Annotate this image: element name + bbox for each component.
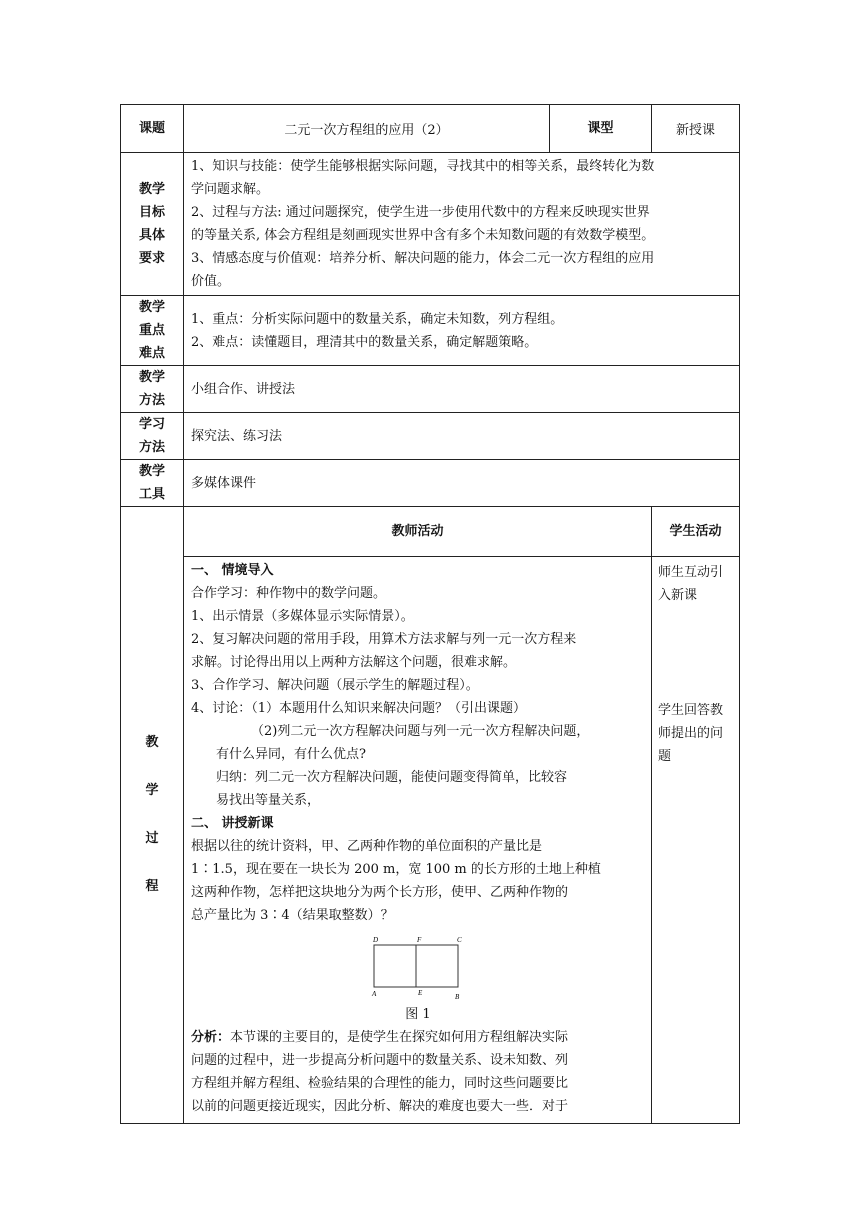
- intro-line: 2、复习解决问题的常用手段，用算术方法求解与列一元一次方程来: [191, 632, 577, 647]
- intro-line: 4、讨论：（1）本题用什么知识来解决问题？（引出课题）: [191, 701, 527, 716]
- keypoints-line: 1、重点：分析实际问题中的数量关系，确定未知数，列方程组。: [191, 311, 564, 327]
- label-E: E: [418, 989, 423, 997]
- student-activity-header: 学生活动: [652, 507, 740, 557]
- summary-line: 归纳：列二元一次方程解决问题，能使问题变得简单，比较容: [216, 770, 568, 785]
- method-label-line: 教学: [138, 370, 165, 385]
- study-value: 探究法、练习法: [184, 413, 740, 460]
- intro-line: 3、合作学习、解决问题（展示学生的解题过程）。: [191, 678, 479, 693]
- label-F: F: [417, 936, 422, 944]
- goals-line: 的等量关系, 体会方程组是刻画现实世界中含有多个未知数问题的有效数学模型。: [191, 228, 655, 243]
- title-label: 课题: [121, 105, 184, 153]
- keypoints-row: [121, 296, 740, 366]
- student-note-line: 题: [658, 749, 672, 764]
- study-label-line: 学习: [138, 417, 165, 432]
- keypoints-label-line: 教学: [138, 300, 165, 315]
- title-row: [121, 105, 740, 153]
- lesson-plan-table: [120, 104, 740, 1124]
- goals-line: 3、情感态度与价值观：培养分析、解决问题的能力，体会二元一次方程组的应用: [191, 251, 655, 266]
- analysis-label: 分析：: [191, 1030, 231, 1045]
- keypoints-label: [121, 296, 184, 366]
- student-note-line: 学生回答教: [658, 703, 724, 718]
- process-label-char: 教: [145, 735, 159, 750]
- teacher-activity-header: 教师活动: [184, 507, 652, 557]
- problem-line: 1∶1.5，现在要在一块长为 200 m，宽 100 m 的长方形的土地上种植: [191, 862, 601, 877]
- label-C: C: [457, 936, 462, 944]
- process-label-char: 程: [145, 879, 159, 894]
- goals-line: 2、过程与方法: 通过问题探究，使学生进一步使用代数中的方程来反映现实世界: [191, 205, 650, 220]
- analysis-line: 问题的过程中，进一步提高分析问题中的数量关系、设未知数、列: [191, 1053, 569, 1068]
- student-note-line: 师提出的问: [658, 726, 724, 741]
- problem-line: 根据以往的统计资料，甲、乙两种作物的单位面积的产量比是: [191, 839, 543, 854]
- keypoints-content: [184, 296, 740, 366]
- rectangle-figure: [363, 933, 473, 1003]
- tools-label-line: 教学: [138, 464, 165, 479]
- student-note-line: 师生互动引: [658, 565, 724, 580]
- label-A: A: [372, 990, 377, 998]
- study-label: [121, 413, 184, 460]
- goals-content: [184, 153, 740, 296]
- keypoints-label-line: 难点: [138, 346, 165, 361]
- goals-label-line: 要求: [138, 251, 165, 266]
- problem-line: 这两种作物，怎样把这块地分为两个长方形，使甲、乙两种作物的: [191, 885, 569, 900]
- student-activity: [652, 557, 740, 1124]
- label-D: D: [373, 936, 379, 944]
- tools-value: 多媒体课件: [184, 460, 740, 507]
- keypoints-label-line: 重点: [138, 323, 165, 338]
- tools-label: [121, 460, 184, 507]
- discussion-line: 有什么异同，有什么优点?: [216, 747, 366, 762]
- process-content-row: [121, 557, 740, 1124]
- label-B: B: [455, 993, 460, 1001]
- lesson-title: 二元一次方程组的应用（2）: [184, 105, 550, 153]
- goals-label-line: 目标: [138, 205, 165, 220]
- method-row: [121, 366, 740, 413]
- process-label-char: 过: [145, 831, 159, 846]
- process-label-char: 学: [145, 783, 159, 798]
- problem-line: 总产量比为 3∶4（结果取整数）？: [191, 908, 394, 923]
- teacher-activity: [184, 557, 652, 1124]
- intro-line: 求解。讨论得出用以上两种方法解这个问题，很难求解。: [191, 655, 517, 670]
- tools-row: [121, 460, 740, 507]
- section-intro-title: 一、 情境导入: [191, 563, 274, 578]
- goals-label-line: 教学: [138, 182, 165, 197]
- goals-label-line: 具体: [138, 228, 165, 243]
- goals-line: 价值。: [191, 274, 231, 289]
- intro-line: 合作学习：种作物中的数学问题。: [191, 586, 387, 601]
- goals-row: [121, 153, 740, 296]
- discussion-line: （2)列二元一次方程解决问题与列一元一次方程解决问题，: [251, 724, 590, 739]
- intro-line: 1、出示情景（多媒体显示实际情景）。: [191, 609, 414, 624]
- process-header-row: [121, 507, 740, 557]
- goals-line: 学问题求解。: [191, 182, 270, 197]
- method-value: 小组合作、讲授法: [184, 366, 740, 413]
- figure-caption: 图 1: [405, 1007, 431, 1022]
- analysis-line: 方程组并解方程组、检验结果的合理性的能力，同时这些问题要比: [191, 1076, 569, 1091]
- analysis-line: [191, 1026, 645, 1049]
- goals-line: 1、知识与技能：使学生能够根据实际问题，寻找其中的相等关系，最终转化为数: [191, 159, 655, 174]
- keypoints-line: 2、难点：读懂题目，理清其中的数量关系，确定解题策略。: [191, 334, 538, 350]
- student-note-spacer: [658, 607, 733, 699]
- summary-line: 易找出等量关系，: [216, 793, 321, 808]
- analysis-line: 以前的问题更接近现实，因此分析、解决的难度也要大一些．对于: [191, 1099, 569, 1114]
- tools-label-line: 工具: [138, 487, 165, 502]
- process-label: [121, 507, 184, 1124]
- method-label-line: 方法: [138, 393, 165, 408]
- analysis-text: 本节课的主要目的，是使学生在探究如何用方程组解决实际: [230, 1030, 569, 1045]
- goals-label: [121, 153, 184, 296]
- method-label: [121, 366, 184, 413]
- lesson-type-value: 新授课: [652, 105, 740, 153]
- study-label-line: 方法: [138, 440, 165, 455]
- student-note-line: 入新课: [658, 588, 698, 603]
- section-new-title: 二、 讲授新课: [191, 816, 274, 831]
- study-row: [121, 413, 740, 460]
- lesson-type-label: 课型: [550, 105, 652, 153]
